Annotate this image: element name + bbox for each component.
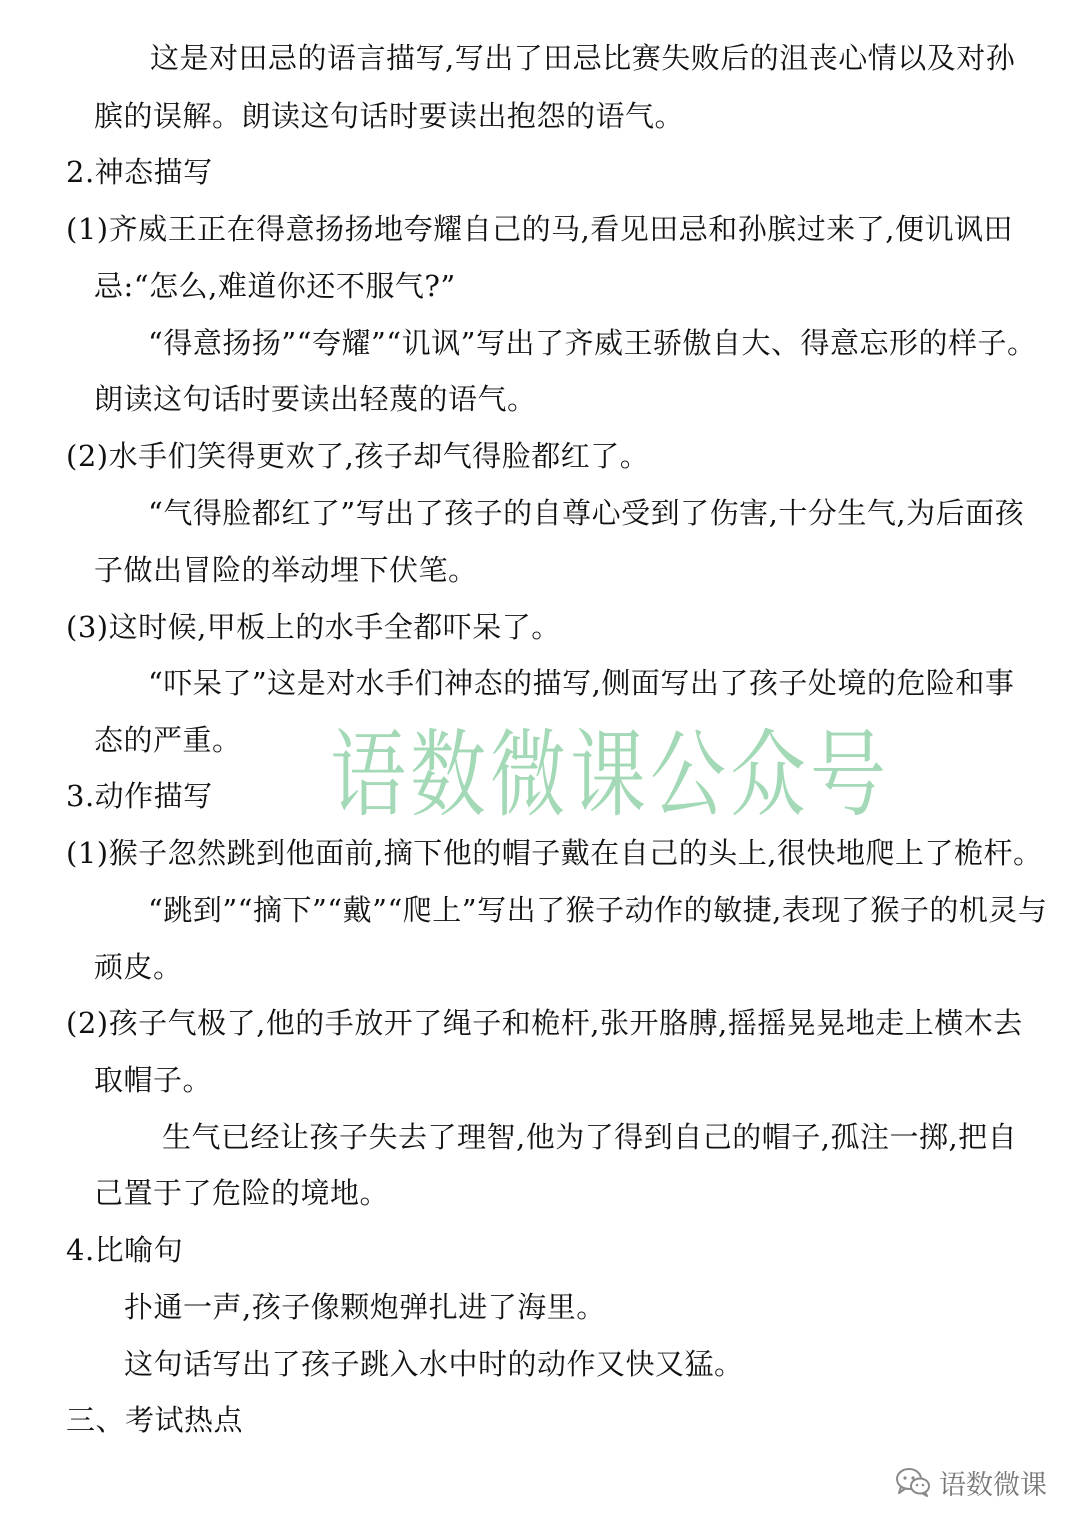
text-line: 态的严重。 (94, 723, 242, 757)
text-line: 膑的误解。朗读这句话时要读出抱怨的语气。 (94, 99, 685, 133)
section-heading: 4.比喻句 (66, 1233, 184, 1267)
text-line: (2)水手们笑得更欢了,孩子却气得脸都红了。 (66, 439, 650, 473)
text-line: (1)猴子忽然跳到他面前,摘下他的帽子戴在自己的头上,很快地爬上了桅杆。 (66, 836, 1043, 870)
text-line: 这句话写出了孩子跳入水中时的动作又快又猛。 (124, 1347, 744, 1381)
text-line: 朗读这句话时要读出轻蔑的语气。 (94, 382, 537, 416)
text-line: (3)这时候,甲板上的水手全都吓呆了。 (66, 610, 561, 644)
text-line: (1)齐威王正在得意扬扬地夸耀自己的马,看见田忌和孙膑过来了,便讥讽田 (66, 212, 1014, 246)
text-line: “气得脸都红了”写出了孩子的自尊心受到了伤害,十分生气,为后面孩 (148, 496, 1025, 530)
brand-label: 语数微课 (939, 1469, 1047, 1501)
text-line: 忌:“怎么,难道你还不服气?” (94, 269, 456, 303)
text-line: 顽皮。 (94, 950, 183, 984)
watermark-text: 语数微课公众号 (330, 718, 890, 830)
brand-badge (895, 1460, 1047, 1504)
section-heading: 三、考试热点 (66, 1403, 244, 1437)
text-line: 生气已经让孩子失去了理智,他为了得到自己的帽子,孤注一掷,把自 (162, 1120, 1018, 1154)
text-line: “跳到”“摘下”“戴”“爬上”写出了猴子动作的敏捷,表现了猴子的机灵与 (148, 893, 1048, 927)
text-line: 取帽子。 (94, 1063, 213, 1097)
text-line: (2)孩子气极了,他的手放开了绳子和桅杆,张开胳膊,摇摇晃晃地走上横木去 (66, 1006, 1023, 1040)
text-line: 己置于了危险的境地。 (94, 1176, 390, 1210)
wechat-icon (895, 1467, 931, 1497)
text-line: 扑通一声,孩子像颗炮弹扎进了海里。 (124, 1290, 606, 1324)
text-line: 子做出冒险的举动埋下伏笔。 (94, 553, 478, 587)
section-heading: 3.动作描写 (66, 779, 213, 813)
text-line: “得意扬扬”“夸耀”“讥讽”写出了齐威王骄傲自大、得意忘形的样子。 (148, 326, 1037, 360)
section-heading: 2.神态描写 (66, 155, 213, 189)
text-line: 这是对田忌的语言描写,写出了田忌比赛失败后的沮丧心情以及对孙 (150, 41, 1016, 75)
text-line: “吓呆了”这是对水手们神态的描写,侧面写出了孩子处境的危险和事 (148, 666, 1015, 700)
